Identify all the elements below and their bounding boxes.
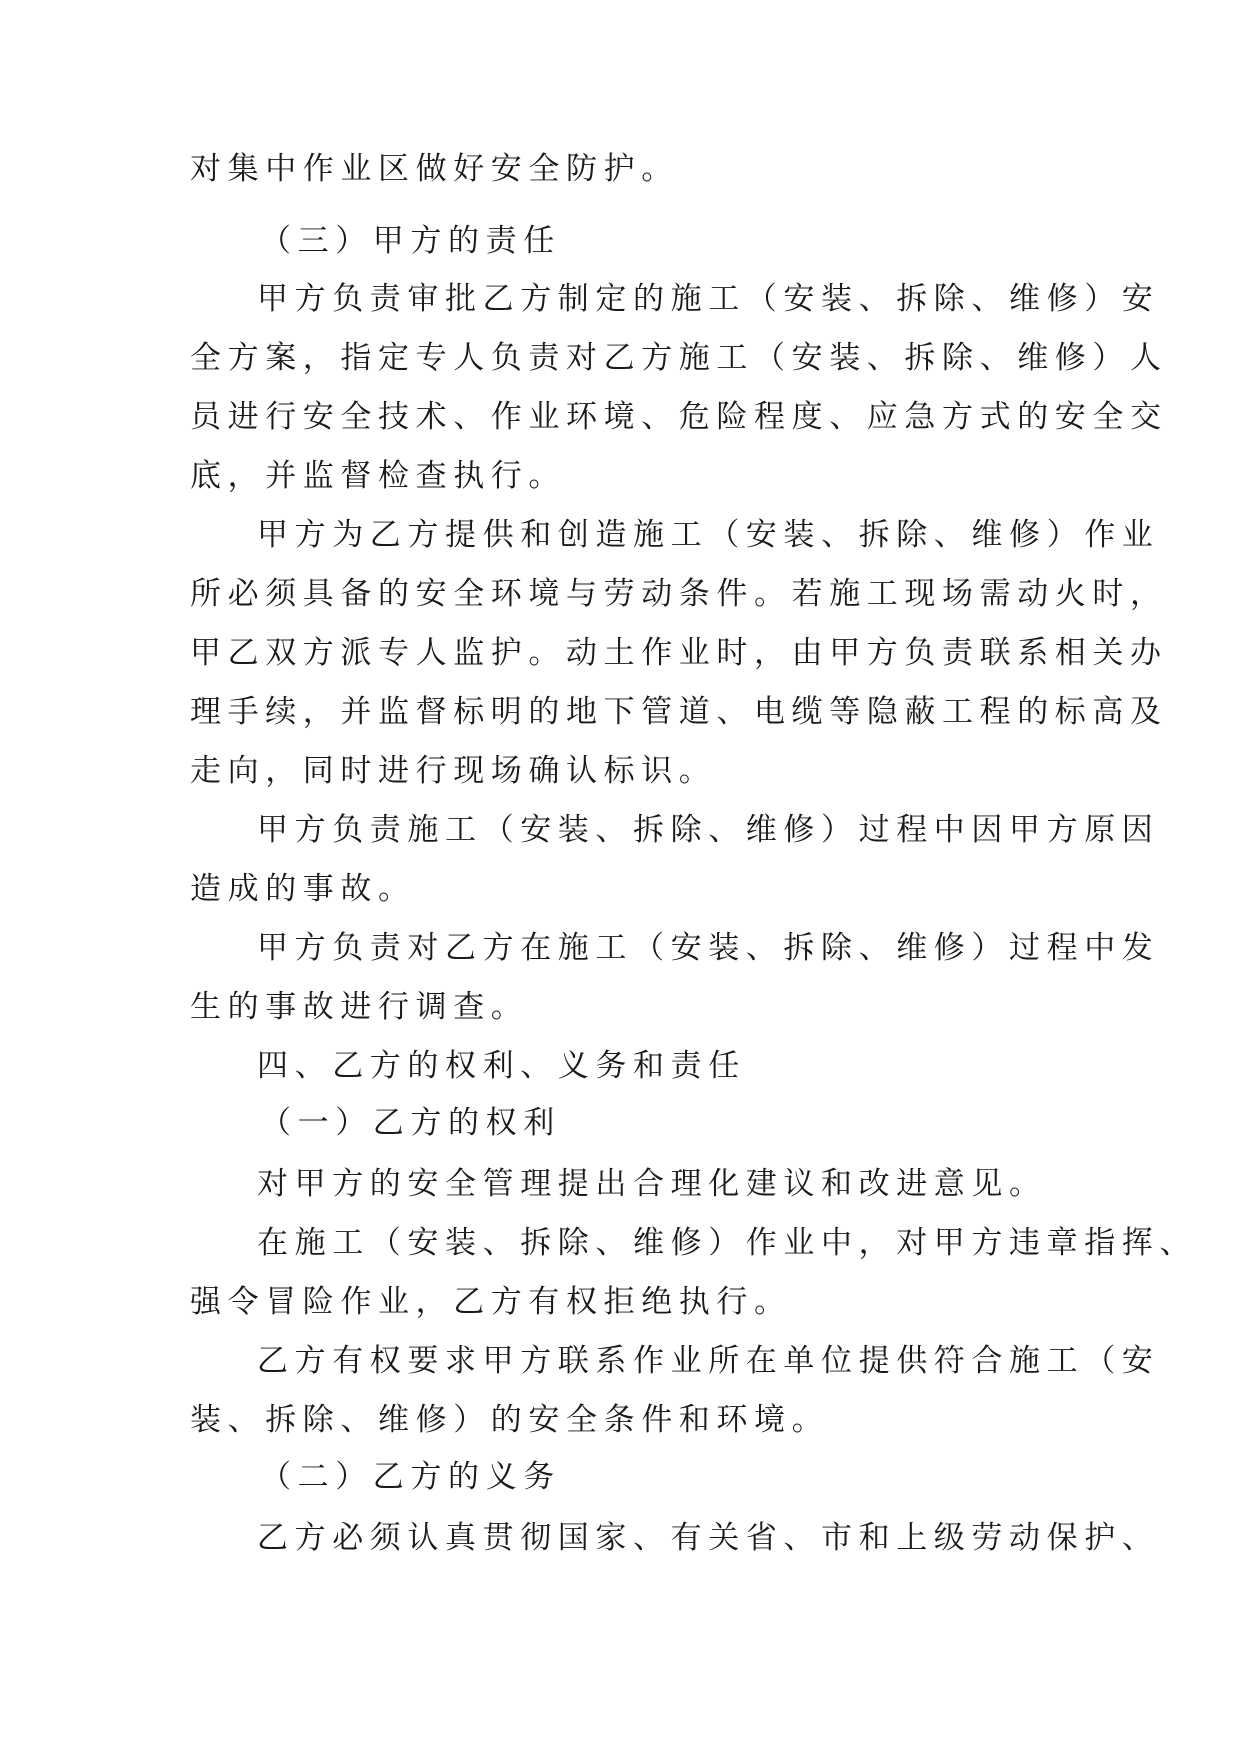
section-heading: 四、乙方的权利、义务和责任 — [257, 1048, 746, 1084]
text-line: 甲方负责审批乙方制定的施工（安装、拆除、维修）安 — [257, 281, 1160, 317]
text-line: 全方案，指定专人负责对乙方施工（安装、拆除、维修）人 — [190, 340, 1168, 376]
text-line: 造成的事故。 — [190, 871, 416, 907]
text-line: 装、拆除、维修）的安全条件和环境。 — [190, 1402, 830, 1438]
text-line: 甲方负责对乙方在施工（安装、拆除、维修）过程中发 — [257, 930, 1160, 966]
section-heading: （一）乙方的权利 — [260, 1105, 561, 1141]
text-line: 在施工（安装、拆除、维修）作业中，对甲方违章指挥、 — [257, 1225, 1197, 1261]
text-line: 所必须具备的安全环境与劳动条件。若施工现场需动火时， — [190, 576, 1168, 612]
text-line: 甲乙双方派专人监护。动土作业时，由甲方负责联系相关办 — [190, 635, 1168, 671]
text-line: 乙方必须认真贯彻国家、有关省、市和上级劳动保护、 — [257, 1520, 1160, 1556]
text-line: 强令冒险作业，乙方有权拒绝执行。 — [190, 1284, 792, 1320]
text-line: 对集中作业区做好安全防护。 — [190, 151, 679, 187]
text-line: 乙方有权要求甲方联系作业所在单位提供符合施工（安 — [257, 1343, 1160, 1379]
section-heading: （二）乙方的义务 — [260, 1459, 561, 1495]
text-line: 理手续，并监督标明的地下管道、电缆等隐蔽工程的标高及 — [190, 694, 1168, 730]
text-line: 员进行安全技术、作业环境、危险程度、应急方式的安全交 — [190, 399, 1168, 435]
text-line: 甲方负责施工（安装、拆除、维修）过程中因甲方原因 — [257, 812, 1160, 848]
text-line: 底，并监督检查执行。 — [190, 458, 566, 494]
section-heading: （三）甲方的责任 — [260, 223, 561, 259]
text-line: 甲方为乙方提供和创造施工（安装、拆除、维修）作业 — [257, 517, 1160, 553]
text-line: 走向，同时进行现场确认标识。 — [190, 753, 717, 789]
text-line: 对甲方的安全管理提出合理化建议和改进意见。 — [257, 1166, 1047, 1202]
text-line: 生的事故进行调查。 — [190, 989, 529, 1025]
